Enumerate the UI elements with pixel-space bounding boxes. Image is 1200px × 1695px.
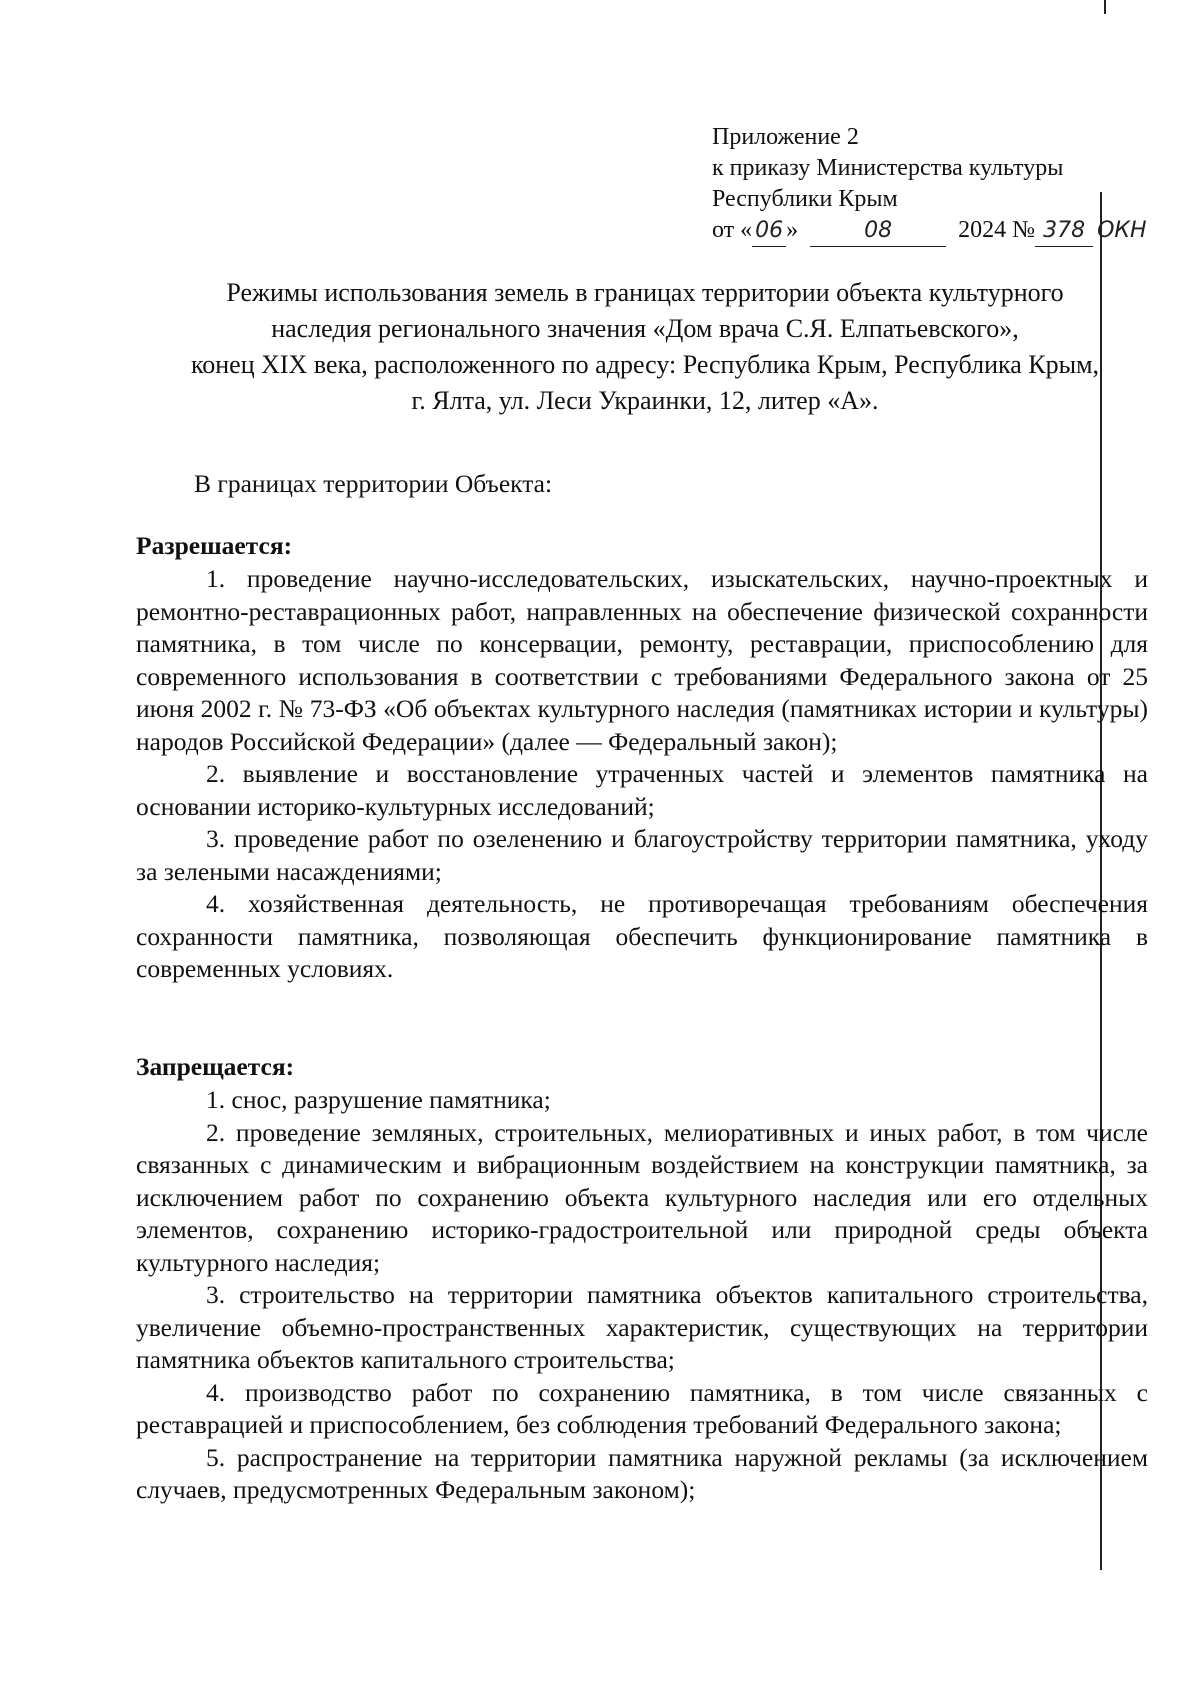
forbidden-item-1: 1. снос, разрушение памятника; xyxy=(206,1085,551,1114)
allowed-item-3: 3. проведение работ по озеленению и благоустройству территории памятника, уходу за зелеными насаждениями; xyxy=(136,824,1148,886)
date-year-no: 2024 № xyxy=(958,217,1036,243)
document-title xyxy=(140,275,1150,419)
appendix-line-1: Приложение 2 xyxy=(712,124,859,150)
appendix-line-2: к приказу Министерства культуры xyxy=(712,155,1064,181)
date-close: » xyxy=(786,217,799,243)
scan-mark xyxy=(1104,0,1106,14)
date-prefix: от « xyxy=(712,217,753,243)
title-line-2: наследия регионального значения «Дом врача С.Я. Елпатьевского», xyxy=(271,314,1019,343)
allowed-item-4: 4. хозяйственная деятельность, не противоречащая требованиям обеспечения сохранности памятника, позволяющая обеспечить функционирование памятника в современных условиях. xyxy=(136,889,1148,983)
forbidden-item-4: 4. производство работ по сохранению памятника, в том числе связанных с реставрацией и приспособлением, без соблюдения требований Федерального закона; xyxy=(136,1377,1148,1439)
date-day: 06 xyxy=(752,215,786,247)
forbidden-item-3: 3. строительство на территории памятника объектов капитального строительства, увеличение объемно-пространственных характеристик, существующих на территории памятника объектов капитального строительства; xyxy=(136,1280,1148,1374)
intro-text: В границах территории Объекта: xyxy=(194,469,553,498)
order-number: 378 xyxy=(1035,215,1093,247)
allowed-item-2: 2. выявление и восстановление утраченных частей и элементов памятника на основании историко-культурных исследований; xyxy=(136,759,1148,821)
allowed-item-1: 1. проведение научно-исследовательских, изыскательских, научно-проектных и ремонтно-реставрационных работ, направленных на обеспечение физической сохранности памятника, в том числе по консервации, ремонту, реставрации, приспособлению для современного использования в соответствии с требованиями Федерального закона от 25 июня 2002 г. № 73-ФЗ «Об объектах культурного наследия (памятниках истории и культуры) народов Российской Федерации» (далее — Федеральный закон); xyxy=(136,564,1148,756)
forbidden-heading: Запрещается: xyxy=(136,1052,295,1081)
title-line-1: Режимы использования земель в границах территории объекта культурного xyxy=(226,278,1064,307)
forbidden-list xyxy=(136,1084,1148,1507)
title-line-3: конец XIX века, расположенного по адресу: Республика Крым, Республика Крым, xyxy=(190,350,1100,379)
date-month: 08 xyxy=(810,215,946,247)
allowed-heading: Разрешается: xyxy=(136,531,293,560)
forbidden-item-5: 5. распространение на территории памятника наружной рекламы (за исключением случаев, предусмотренных Федеральным законом); xyxy=(136,1442,1148,1504)
appendix-header xyxy=(712,122,1147,247)
appendix-line-3: Республики Крым xyxy=(712,186,898,212)
allowed-list xyxy=(136,563,1148,986)
appendix-date-line xyxy=(712,215,1147,247)
title-line-4: г. Ялта, ул. Леси Украинки, 12, литер «А». xyxy=(411,386,879,415)
order-number-suffix: ОКН xyxy=(1097,218,1147,243)
forbidden-item-2: 2. проведение земляных, строительных, мелиоративных и иных работ, в том числе связанных с динамическим и вибрационным воздействием на конструкции памятника, за исключением работ по сохранению объекта культурного наследия или его отдельных элементов, сохранению историко-градостроительной или природной среды объекта культурного наследия; xyxy=(136,1117,1148,1277)
